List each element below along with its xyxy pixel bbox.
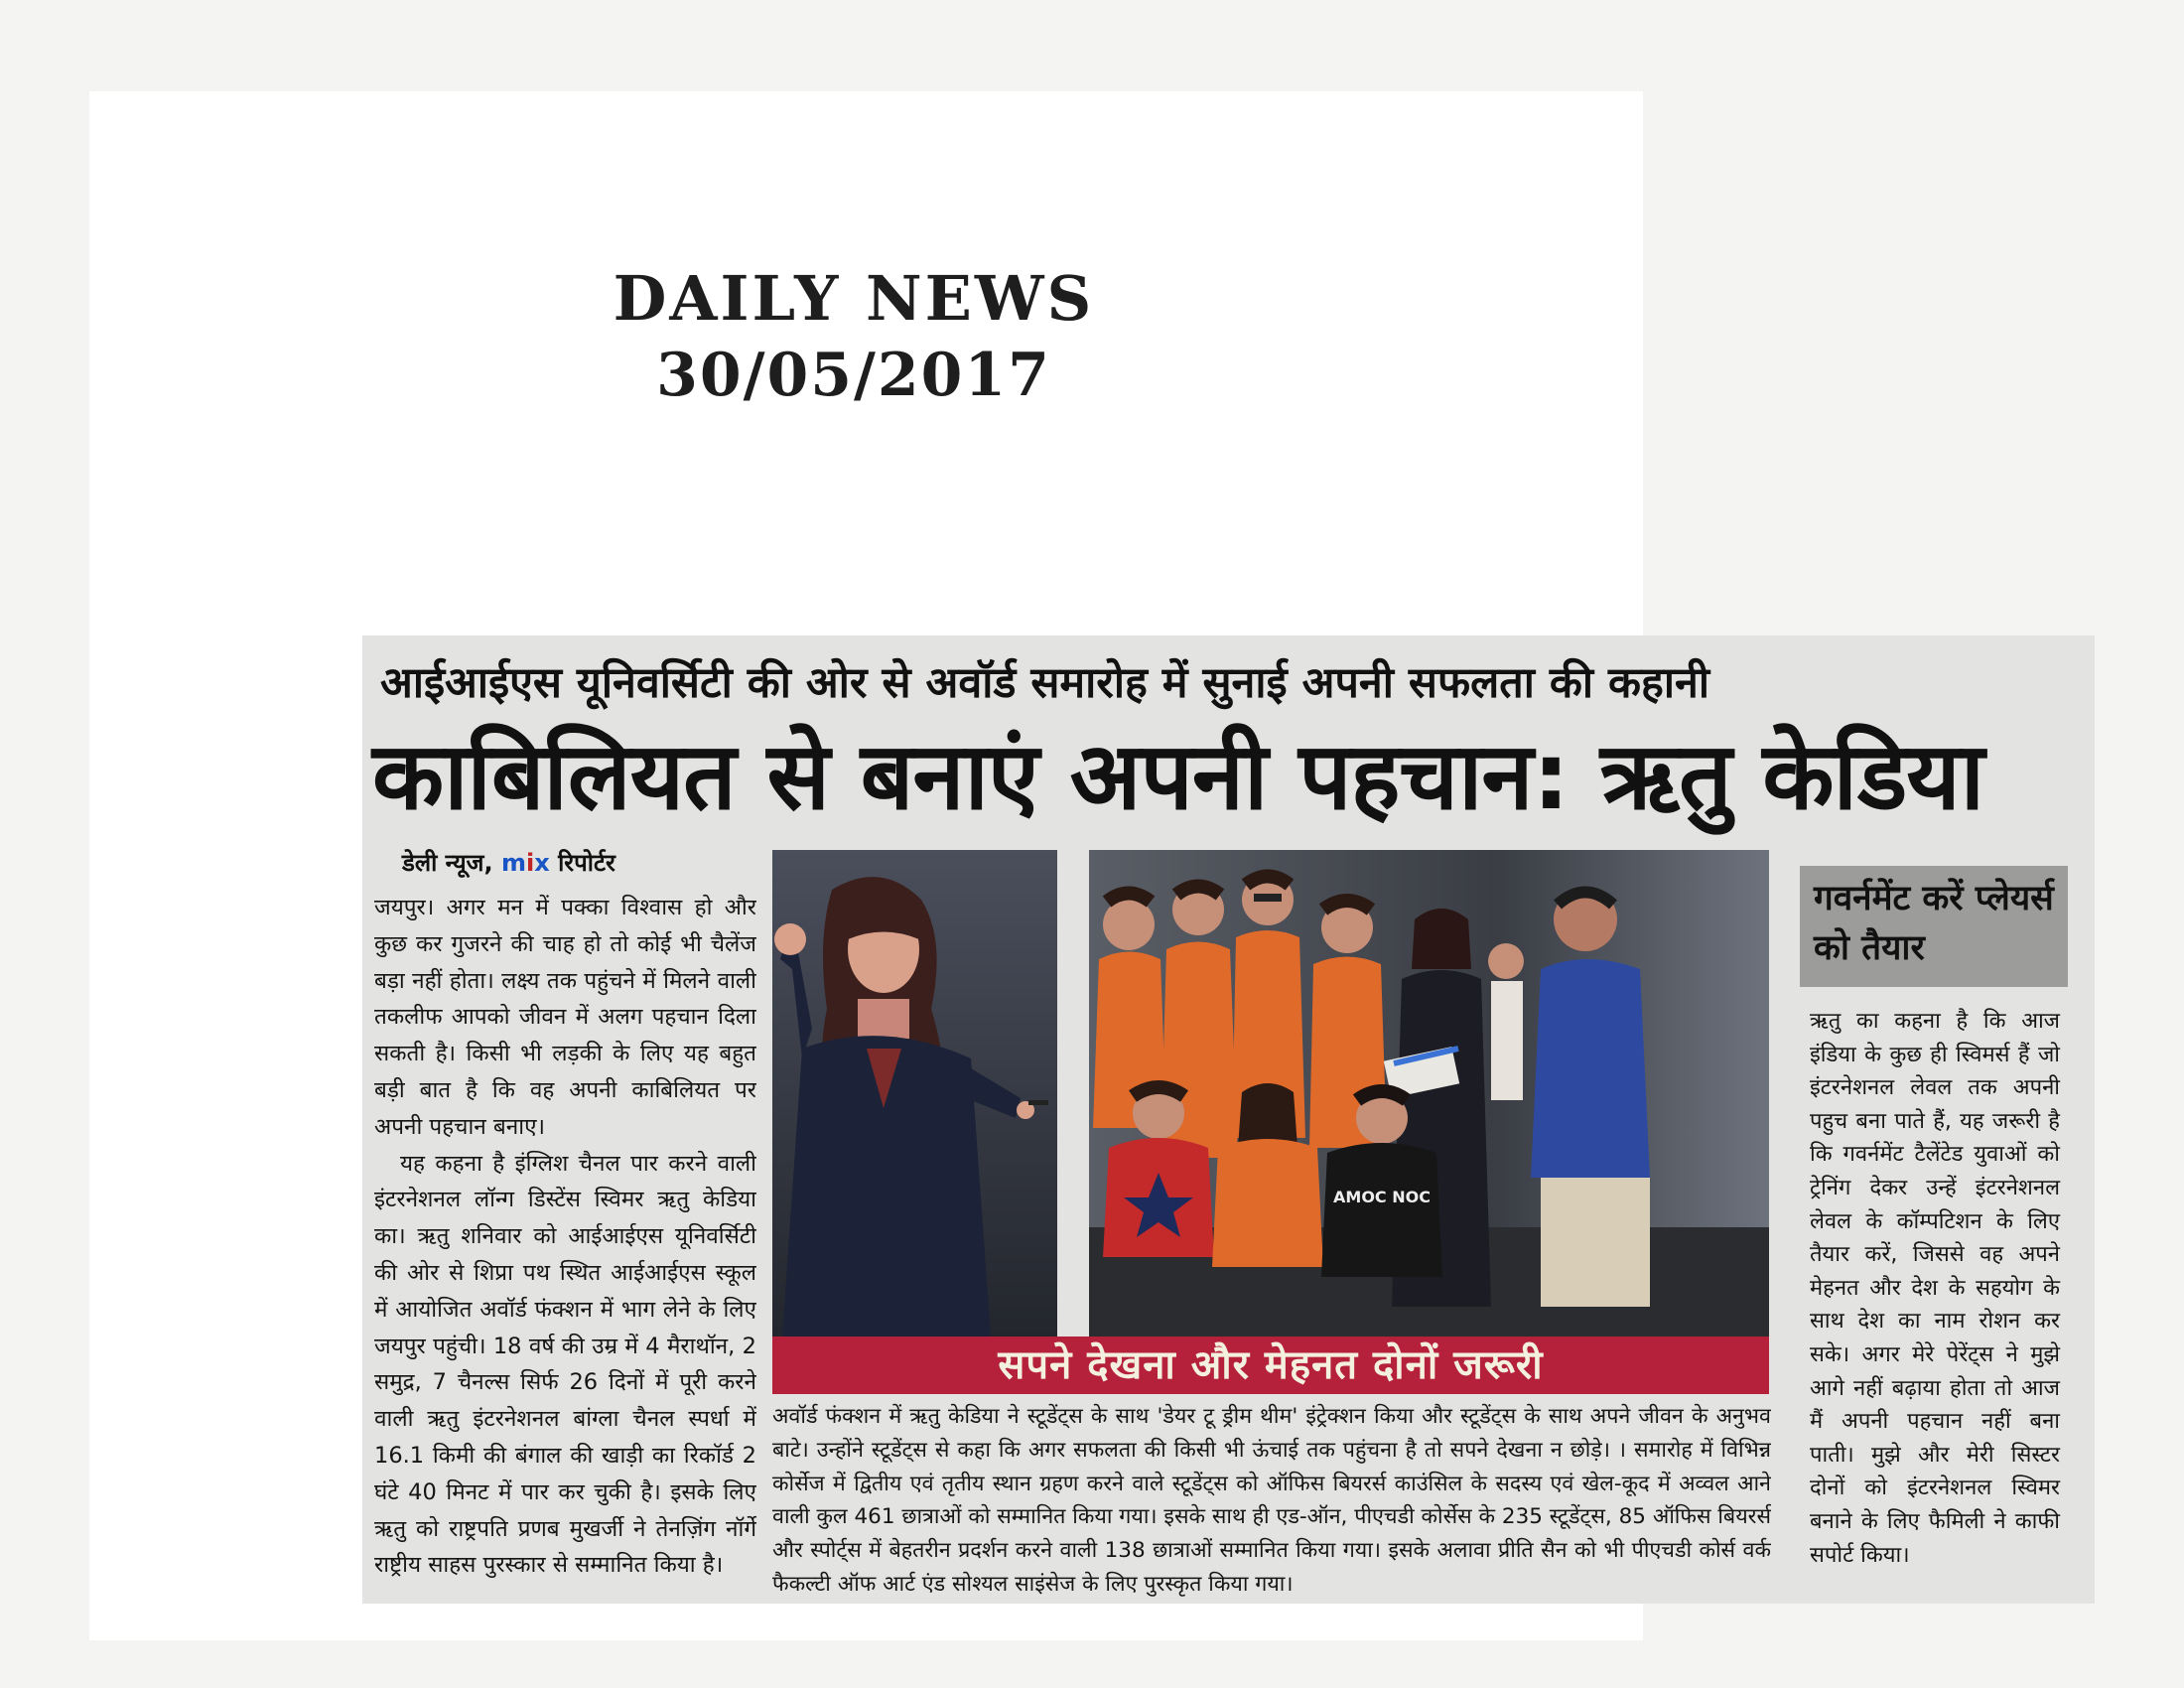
publication-date: 30/05/2017 [656,341,1051,410]
publication-name: DAILY NEWS [613,262,1095,335]
byline-source: डेली न्यूज, [402,849,493,877]
mix-logo: mix [500,849,550,877]
strap-headline: आईआईएस यूनिवर्सिटी की ओर से अवॉर्ड समारोह में सुनाई अपनी सफलता की कहानी [380,658,1710,708]
photo-caption-band: सपने देखना और मेहनत दोनों जरूरी [772,1336,1769,1394]
byline [402,846,615,879]
sidebar-paragraph: ऋतु का कहना है कि आज इंडिया के कुछ ही स्विमर्स हैं जो इंटरनेशनल लेवल तक अपनी पहुच बना पाते हैं, यह जरूरी है कि गवर्नमेंट टैलेंटेड युवाओं को ट्रेनिंग देकर उन्हें इंटरनेशनल लेवल के कॉम्पटिशन के लिए तैयार करें, जिससे वह अपने मेहनत और देश के सहयोग के साथ देश का नाम रोशन कर सके। अगर मेरे पेरेंट्स ने मुझे आगे नहीं बढ़ाया होता तो आज मैं अपनी पहचान नहीं बना पाती। मुझे और मेरी सिस्टर दोनों को इंटरनेशनल स्विमर बनाने के लिए फैमिली ने काफी सपोर्ट किया। [1810,1009,2060,1568]
byline-role: रिपोर्टर [558,849,615,877]
shirt-print: AMOC NOC [1333,1188,1431,1206]
ceremony-report [772,1400,1771,1599]
speaker-photo-illustration [772,850,1057,1336]
masthead [556,260,1152,413]
main-headline: काबिलियत से बनाएं अपनी पहचान: ऋतु केडिया [372,723,1984,831]
sidebar-box [1800,866,2068,1586]
article-paragraph: जयपुर। अगर मन में पक्का विश्वास हो और कुछ कर गुजरने की चाह हो तो कोई भी चैलेंज बड़ा नहीं होता। लक्ष्य तक पहुंचने में मिलने वाली तकलीफ आपको जीवन में अलग पहचान दिला सकती है। किसी भी लड़की के लिए यह बहुत बड़ी बात है कि वह अपनी काबिलियत पर अपनी पहचान बनाए। [374,895,756,1140]
article-paragraph: यह कहना है इंग्लिश चैनल पार करने वाली इंटरनेशनल लॉन्ग डिस्टेंस स्विमर ऋतु केडिया का। ऋतु शनिवार को आईआईएस यूनिवर्सिटी की ओर से शिप्रा पथ स्थित आईआईएस स्कूल में आयोजित अवॉर्ड फंक्शन में भाग लेने के लिए जयपुर पहुंची। 18 वर्ष की उम्र में 4 मैराथॉन, 2 समुद्र, 7 चैनल्स सिर्फ 26 दिनों में पूरी करने वाली ऋतु इंटरनेशनल बांग्ला चैनल स्पर्धा में 16.1 किमी की बंगाल की खाड़ी का रिकॉर्ड 2 घंटे 40 मिनट में पार कर चुकी है। इसके लिए ऋतु को राष्ट्रपति प्रणब मुखर्जी ने तेनज़िंग नॉर्गे राष्ट्रीय साहस पुरस्कार से सम्मानित किया है। [374,1150,756,1579]
award-ceremony-illustration [1089,850,1769,1336]
sidebar-body [1800,1005,2068,1572]
award-ceremony-photo [1089,850,1769,1336]
newspaper-clipping [362,635,2095,1604]
ceremony-paragraph: अवॉर्ड फंक्शन में ऋतु केडिया ने स्टूडेंट्स के साथ 'डेयर टू ड्रीम थीम' इंट्रेक्शन किया और स्टूडेंट्स के साथ अपने जीवन के अनुभव बाटे। उन्होंने स्टूडेंट्स से कहा कि अगर सफलता की किसी भी ऊंचाई तक पहुंचना है तो सपने देखना न छोड़े। । समारोह में विभिन्न कोर्सेज में द्वितीय एवं तृतीय स्थान ग्रहण करने वाले स्टूडेंट्स को ऑफिस बियरर्स काउंसिल के सदस्य एवं खेल-कूद में अव्वल आने वाली कुल 461 छात्राओं को सम्मानित किया गया। इसके साथ ही एड-ऑन, पीएचडी कोर्सेस के 235 स्टूडेंट्स, 85 ऑफिस बियरर्स और स्पोर्ट्स में बेहतरीन प्रदर्शन करने वाली 138 छात्राओं सम्मानित किया गया। इसके अलावा प्रीति सैन को भी पीएचडी कोर्स वर्क फैकल्टी ऑफ आर्ट एंड सोश्यल साइंसेज के लिए पुरस्कृत किया गया। [772,1404,1771,1597]
speaker-photo [772,850,1057,1336]
sidebar-title: गवर्नमेंट करें प्लेयर्स को तैयार [1800,866,2068,987]
article-body-column [374,890,756,1585]
